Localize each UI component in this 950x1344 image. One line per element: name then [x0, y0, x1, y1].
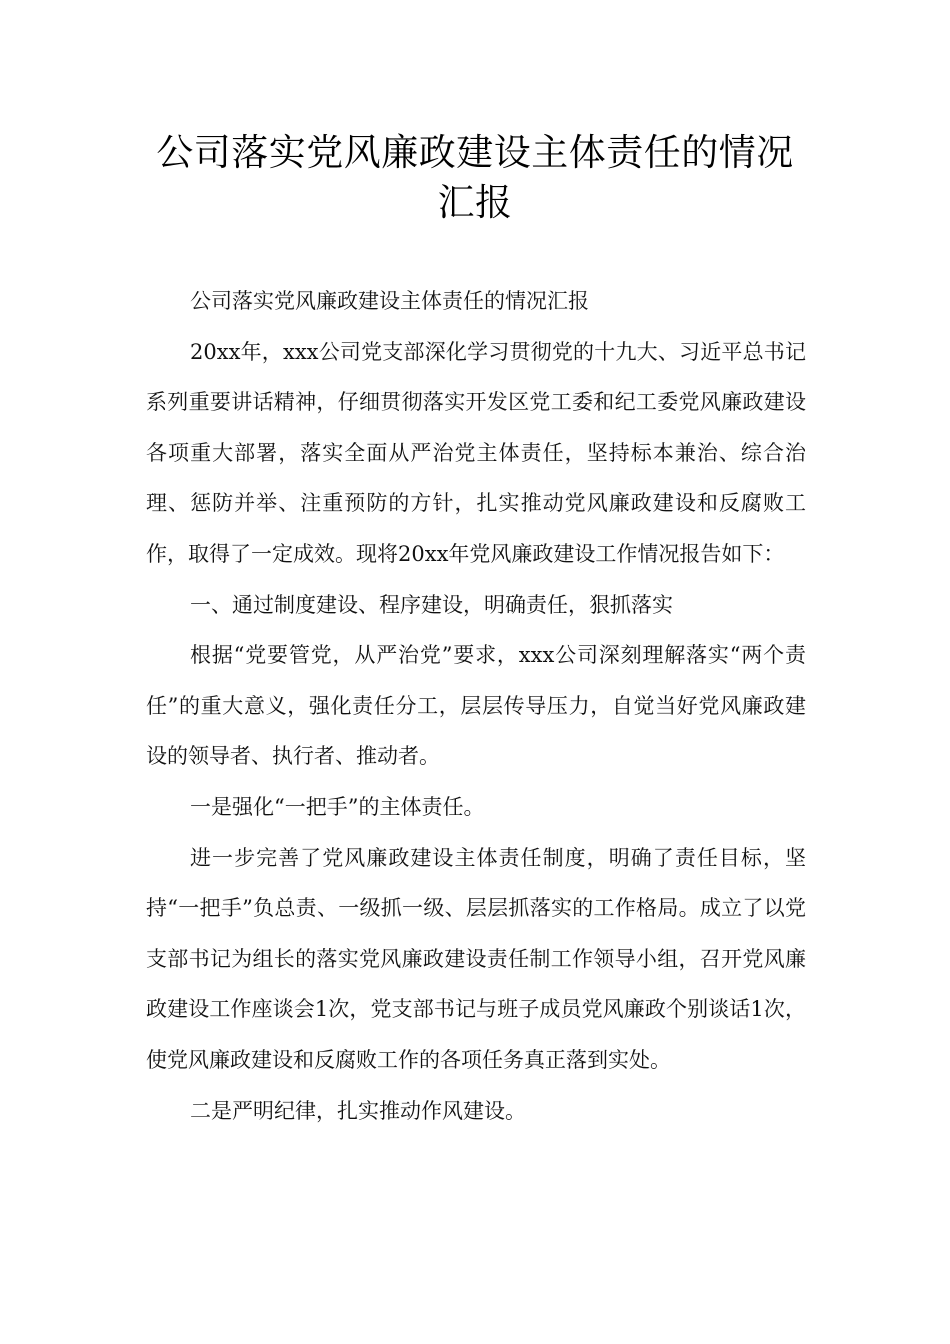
subheading-2: 二是严明纪律，扎实推动作风建设。	[190, 1098, 526, 1123]
title-line-2: 汇报	[437, 181, 513, 224]
paragraph-responsibility: 根据“党要管党，从严治党”要求，xxx公司深刻理解落实“两个责任”的重大意义，强化责任分工，层层传导压力，自觉当好党风廉政建设的领导者、执行者、推动者。	[146, 643, 806, 769]
document-title	[100, 128, 850, 228]
subheading-1: 一是强化“一把手”的主体责任。	[190, 794, 485, 819]
paragraph-system: 进一步完善了党风廉政建设主体责任制度，明确了责任目标，坚持“一把手”负总责、一级抓一级、层层抓落实的工作格局。成立了以党支部书记为组长的落实党风廉政建设责任制工作领导小组，召开党风廉政建设工作座谈会1次，党支部书记与班子成员党风廉政个别谈话1次，使党风廉政建设和反腐败工作的各项任务真正落到实处。	[146, 845, 806, 1072]
title-line-1: 公司落实党风廉政建设主体责任的情况	[156, 131, 794, 174]
paragraph-heading-repeat: 公司落实党风廉政建设主体责任的情况汇报	[190, 289, 589, 313]
document-body	[146, 276, 806, 1136]
section-heading-1: 一、通过制度建设、程序建设，明确责任，狠抓落实	[190, 592, 673, 617]
paragraph-intro: 20xx年，xxx公司党支部深化学习贯彻党的十九大、习近平总书记系列重要讲话精神，仔细贯彻落实开发区党工委和纪工委党风廉政建设各项重大部署，落实全面从严治党主体责任，坚持标本兼治、综合治理、惩防并举、注重预防的方针，扎实推动党风廉政建设和反腐败工作，取得了一定成效。现将20xx年党风廉政建设工作情况报告如下：	[146, 339, 806, 566]
